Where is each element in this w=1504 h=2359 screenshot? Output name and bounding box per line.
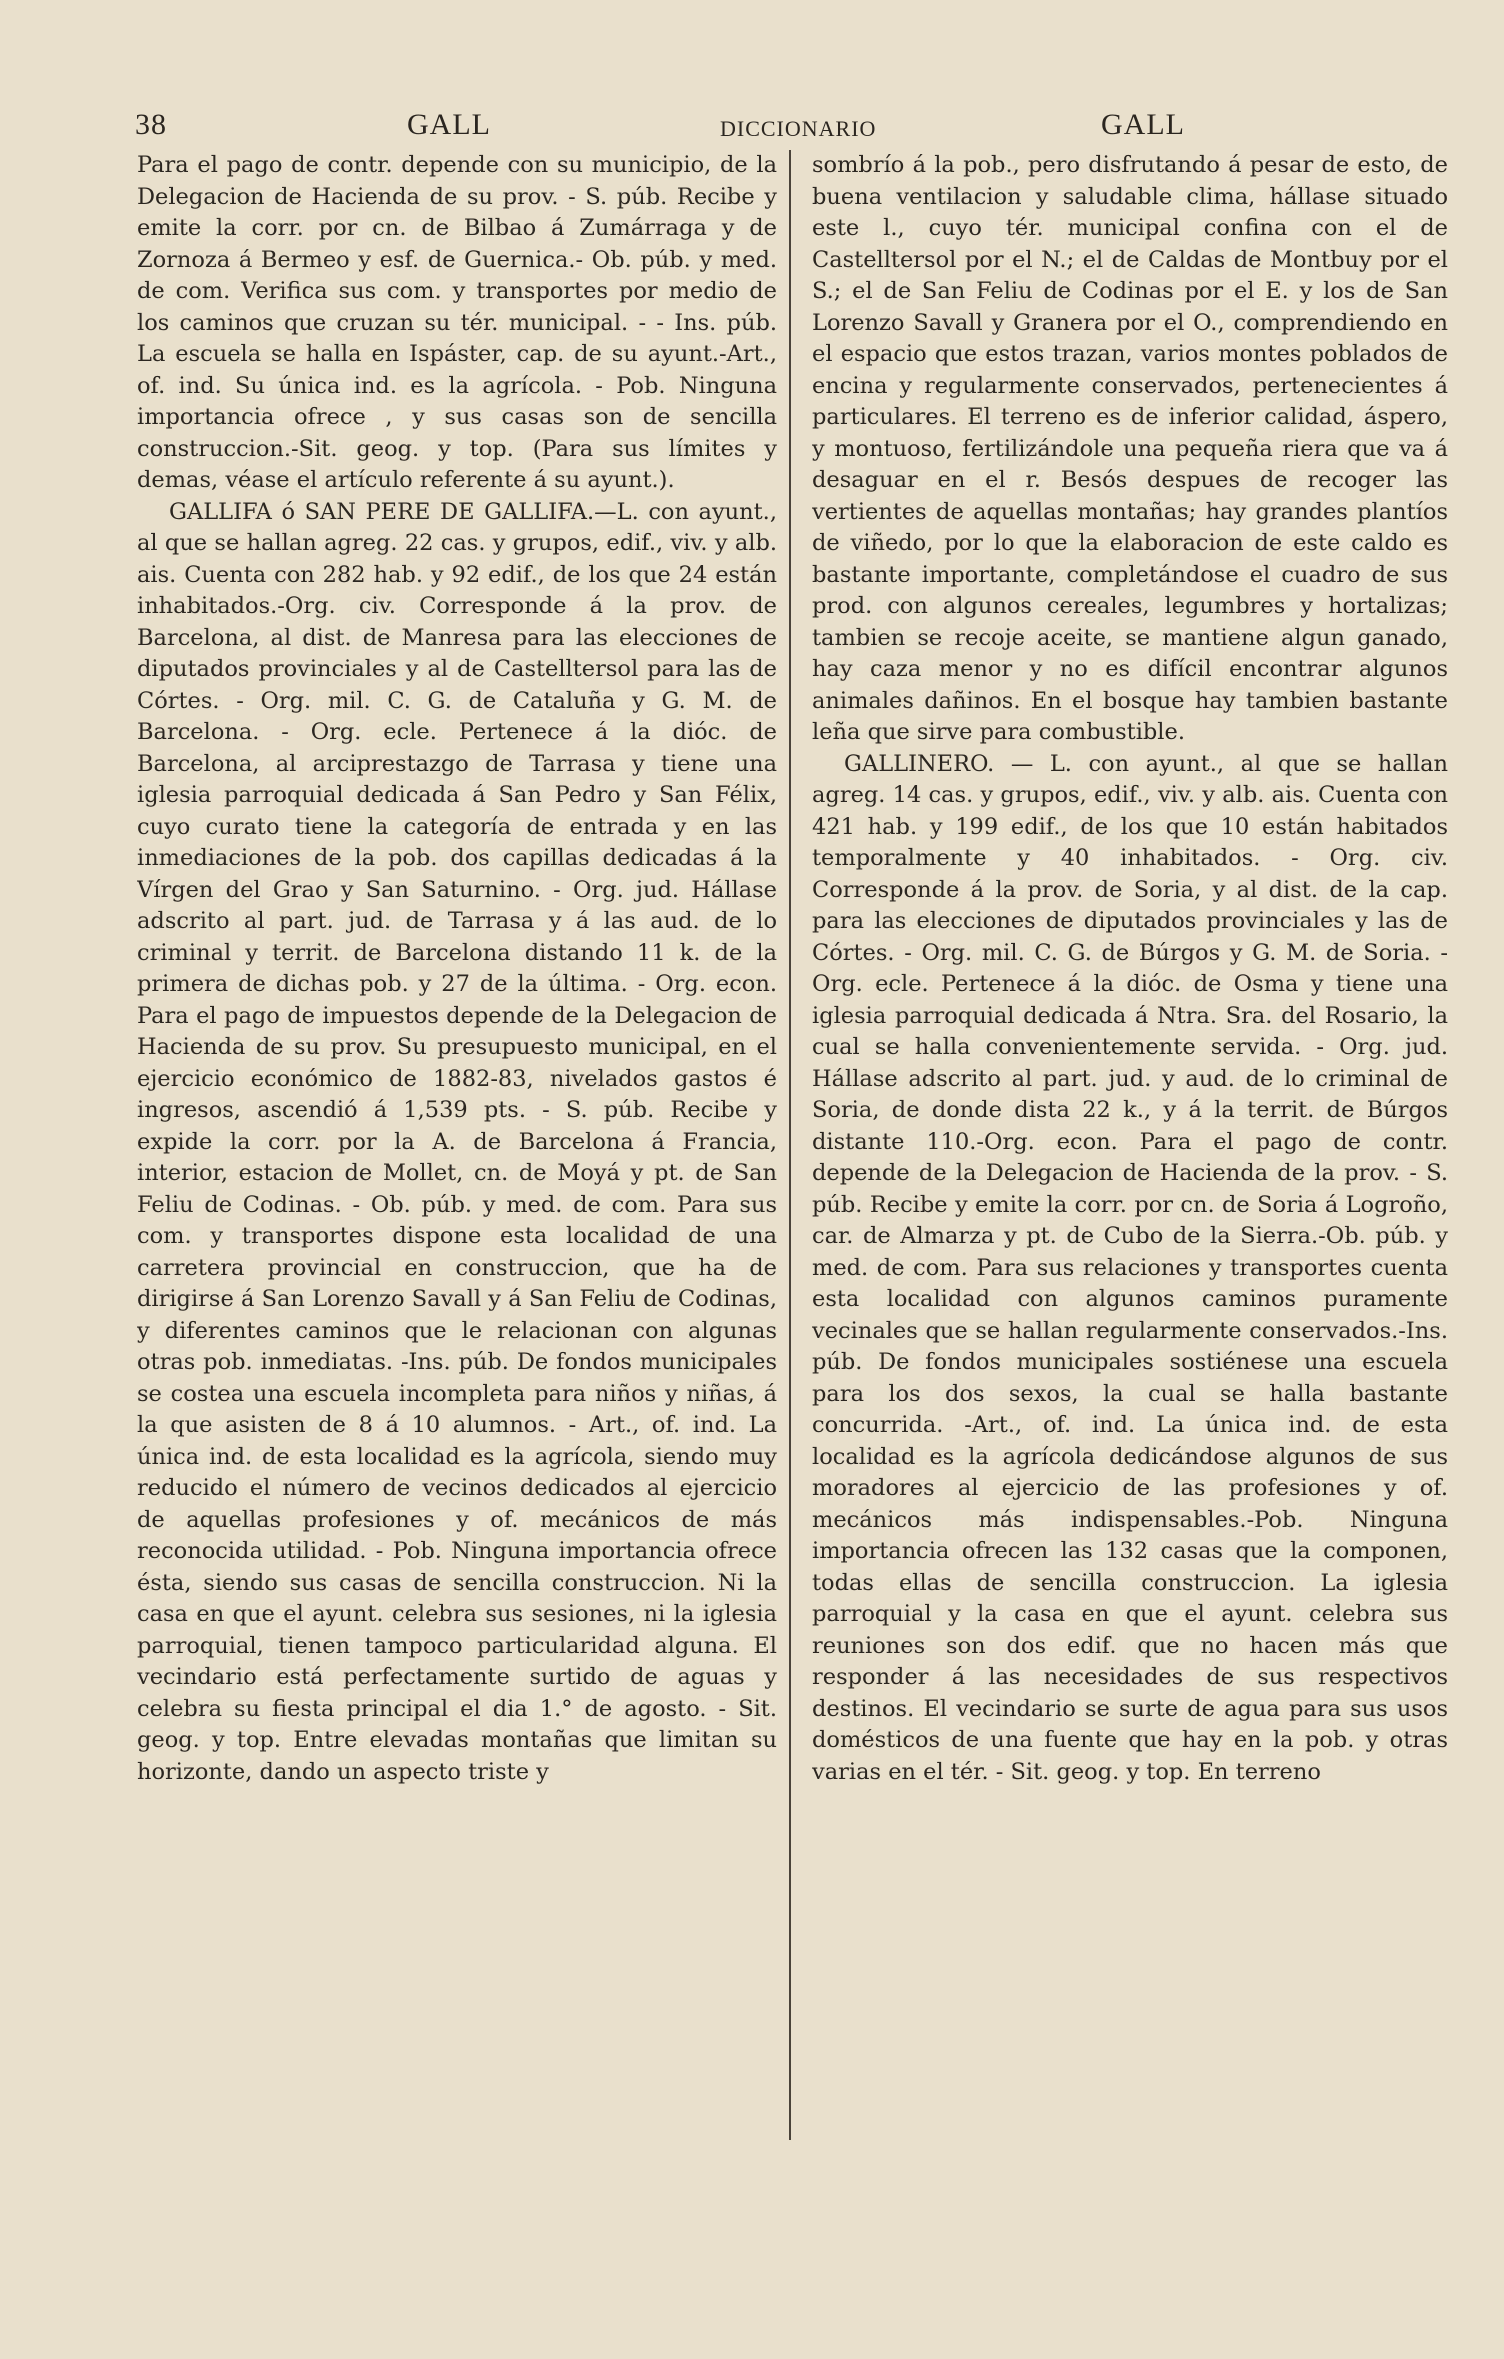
column-divider	[789, 150, 791, 2140]
running-head-left: GALL	[407, 108, 491, 141]
page-number: 38	[135, 108, 167, 141]
running-head-right: GALL	[1101, 108, 1185, 141]
left-column	[137, 150, 777, 2150]
entry-gallifa: GALLIFA ó SAN PERE DE GALLIFA.—L. con ayunt., al que se hallan agreg. 22 cas. y grupos, edif., viv. y alb. ais. Cuenta con 282 hab. y 92 edif., de los que 24 están inhabitados.-Org. civ. Corresponde á la prov. de Barcelona, al dist. de Manresa para las elecciones de diputados provinciales y al de Castelltersol para las de Córtes. - Org. mil. C. G. de Cataluña y G. M. de Barcelona. - Org. ecle. Pertenece á la dióc. de Barcelona, al arciprestazgo de Tarrasa y tiene una iglesia parroquial dedicada á San Pedro y San Félix, cuyo curato tiene la categoría de entrada y en las inmediaciones de la pob. dos capillas dedicadas á la Vírgen del Grao y San Saturnino. - Org. jud. Hállase adscrito al part. jud. de Tarrasa y á las aud. de lo criminal y territ. de Barcelona distando 11 k. de la primera de dichas pob. y 27 de la última. - Org. econ. Para el pago de impuestos depende de la Delegacion de Hacienda de su prov. Su presupuesto municipal, en el ejercicio económico de 1882-83, nivelados gastos é ingresos, ascendió á 1,539 pts. - S. púb. Recibe y expide la corr. por la A. de Barcelona á Francia, interior, estacion de Mollet, cn. de Moyá y pt. de San Feliu de Codinas. - Ob. púb. y med. de com. Para sus com. y transportes dispone esta localidad de una carretera provincial en construccion, que ha de dirigirse á San Lorenzo Savall y á San Feliu de Codinas, y diferentes caminos que le relacionan con algunas otras pob. inmediatas. -Ins. púb. De fondos municipales se costea una escuela incompleta para niños y niñas, á la que asisten de 8 á 10 alumnos. - Art., of. ind. La única ind. de esta localidad es la agrícola, siendo muy reducido el número de vecinos dedicados al ejercicio de aquellas profesiones y of. mecánicos de más reconocida utilidad. - Pob. Ninguna importancia ofrece ésta, siendo sus casas de sencilla construccion. Ni la casa en que el ayunt. celebra sus sesiones, ni la iglesia parroquial, tienen tampoco particularidad alguna. El vecindario está perfectamente surtido de aguas y celebra su fiesta principal el dia 1.° de agosto. - Sit. geog. y top. Entre elevadas montañas que limitan su horizonte, dando un aspecto triste y	[137, 498, 777, 1785]
running-head-title: DICCIONARIO	[720, 116, 877, 141]
entry-gallifa-continuation: sombrío á la pob., pero disfrutando á pesar de esto, de buena ventilacion y saludable clima, hállase situado este l., cuyo tér. municipal confina con el de Castelltersol por el N.; el de Caldas de Montbuy por el S.; el de San Feliu de Codinas por el E. y los de San Lorenzo Savall y Granera por el O., comprendiendo en el espacio que estos trazan, varios montes poblados de encina y regularmente conservados, pertenecientes á particulares. El terreno es de inferior calidad, áspero, y montuoso, fertilizándole una pequeña riera que va á desaguar en el r. Besós despues de recoger las vertientes de aquellas montañas; hay grandes plantíos de viñedo, por lo que la elaboracion de este caldo es bastante importante, completándose el cuadro de sus prod. con algunos cereales, legumbres y hortalizas; tambien se recoje aceite, se mantiene algun ganado, hay caza menor y no es difícil encontrar algunos animales dañinos. En el bosque hay tambien bastante leña que sirve para combustible.	[812, 152, 1448, 745]
right-column	[812, 150, 1448, 2150]
entry-continuation-paragraph: Para el pago de contr. depende con su municipio, de la Delegacion de Hacienda de su prov. - S. púb. Recibe y emite la corr. por cn. de Bilbao á Zumárraga y de Zornoza á Bermeo y esf. de Guernica.- Ob. púb. y med. de com. Verifica sus com. y transportes por medio de los caminos que cruzan su tér. municipal. - - Ins. púb. La escuela se halla en Ispáster, cap. de su ayunt.-Art., of. ind. Su única ind. es la agrícola. - Pob. Ninguna importancia ofrece , y sus casas son de sencilla construccion.-Sit. geog. y top. (Para sus límites y demas, véase el artículo referente á su ayunt.).	[137, 152, 777, 493]
entry-gallinero: GALLINERO. — L. con ayunt., al que se hallan agreg. 14 cas. y grupos, edif., viv. y alb. ais. Cuenta con 421 hab. y 199 edif., de los que 10 están habitados temporalmente y 40 inhabitados. - Org. civ. Corresponde á la prov. de Soria, y al dist. de la cap. para las elecciones de diputados provinciales y las de Córtes. - Org. mil. C. G. de Búrgos y G. M. de Soria. - Org. ecle. Pertenece á la dióc. de Osma y tiene una iglesia parroquial dedicada á Ntra. Sra. del Rosario, la cual se halla convenientemente servida. - Org. jud. Hállase adscrito al part. jud. y aud. de lo criminal de Soria, de donde dista 22 k., y á la territ. de Búrgos distante 110.-Org. econ. Para el pago de contr. depende de la Delegacion de Hacienda de la prov. - S. púb. Recibe y emite la corr. por cn. de Soria á Logroño, car. de Almarza y pt. de Cubo de la Sierra.-Ob. púb. y med. de com. Para sus relaciones y transportes cuenta esta localidad con algunos caminos puramente vecinales que se hallan regularmente conservados.-Ins. púb. De fondos municipales sostiénese una escuela para los dos sexos, la cual se halla bastante concurrida. -Art., of. ind. La única ind. de esta localidad es la agrícola dedicándose algunos de sus moradores al ejercicio de las profesiones y of. mecánicos más indispensables.-Pob. Ninguna importancia ofrecen las 132 casas que la componen, todas ellas de sencilla construccion. La iglesia parroquial y la casa en que el ayunt. celebra sus reuniones son dos edif. que no hacen más que responder á las necesidades de sus respectivos destinos. El vecindario se surte de agua para sus usos domésticos de una fuente que hay en la pob. y otras varias en el tér. - Sit. geog. y top. En terreno	[812, 750, 1448, 1785]
page-header	[135, 108, 1445, 148]
